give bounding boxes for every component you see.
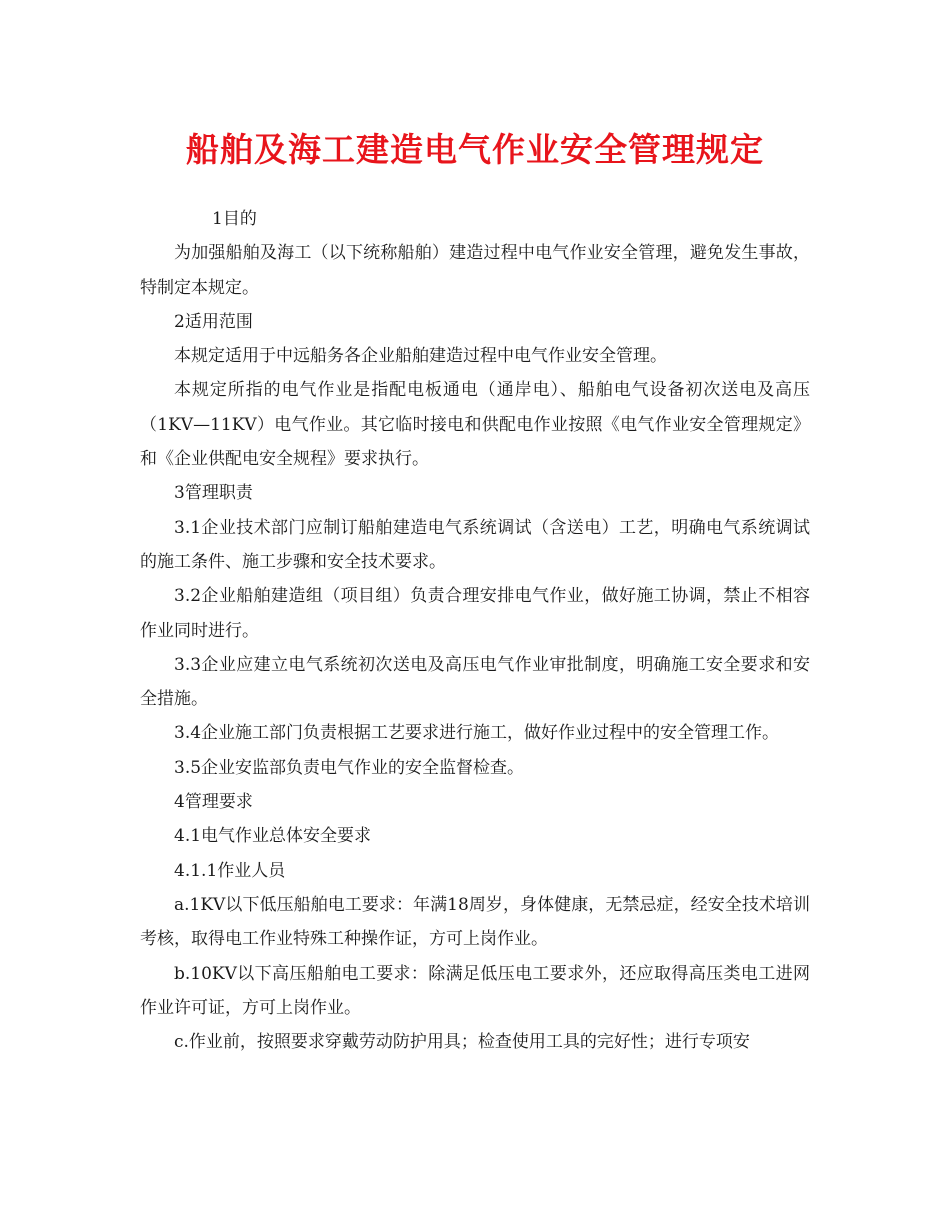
document-body bbox=[140, 202, 810, 1059]
paragraph: 4.1.1作业人员 bbox=[174, 860, 286, 881]
paragraph: 本规定所指的电气作业是指配电板通电（通岸电）、船舶电气设备初次送电及高压（1KV—11KV）电气作业。其它临时接电和供配电作业按照《电气作业安全管理规定》和《企业供配电安全规程》要求执行。 bbox=[140, 380, 810, 470]
paragraph: 4管理要求 bbox=[174, 792, 253, 813]
paragraph: 本规定适用于中远船务各企业船舶建造过程中电气作业安全管理。 bbox=[174, 346, 667, 367]
paragraph: a.1KV以下低压船舶电工要求：年满18周岁，身体健康，无禁忌症，经安全技术培训考核，取得电工作业特殊工种操作证，方可上岗作业。 bbox=[140, 894, 810, 950]
paragraph: c.作业前，按照要求穿戴劳动防护用具；检查使用工具的完好性；进行专项安 bbox=[174, 1032, 750, 1053]
paragraph: b.10KV以下高压船舶电工要求：除满足低压电工要求外，还应取得高压类电工进网作业许可证，方可上岗作业。 bbox=[140, 963, 810, 1018]
paragraph: 3.2企业船舶建造组（项目组）负责合理安排电气作业，做好施工协调，禁止不相容作业同时进行。 bbox=[140, 586, 810, 641]
paragraph: 3.1企业技术部门应制订船舶建造电气系统调试（含送电）工艺，明确电气系统调试的施工条件、施工步骤和安全技术要求。 bbox=[140, 517, 810, 572]
paragraph: 4.1电气作业总体安全要求 bbox=[174, 826, 372, 847]
paragraph: 3管理职责 bbox=[174, 483, 253, 504]
paragraph: 3.3企业应建立电气系统初次送电及高压电气作业审批制度，明确施工安全要求和安全措施。 bbox=[140, 654, 810, 710]
paragraph: 3.4企业施工部门负责根据工艺要求进行施工，做好作业过程中的安全管理工作。 bbox=[174, 723, 780, 744]
paragraph: 3.5企业安监部负责电气作业的安全监督检查。 bbox=[174, 757, 525, 778]
document-title: 船舶及海工建造电气作业安全管理规定 bbox=[186, 130, 764, 169]
paragraph: 为加强船舶及海工（以下统称船舶）建造过程中电气作业安全管理，避免发生事故，特制定本规定。 bbox=[140, 243, 810, 298]
paragraph: 2适用范围 bbox=[174, 311, 253, 332]
paragraph: 1目的 bbox=[212, 209, 257, 229]
